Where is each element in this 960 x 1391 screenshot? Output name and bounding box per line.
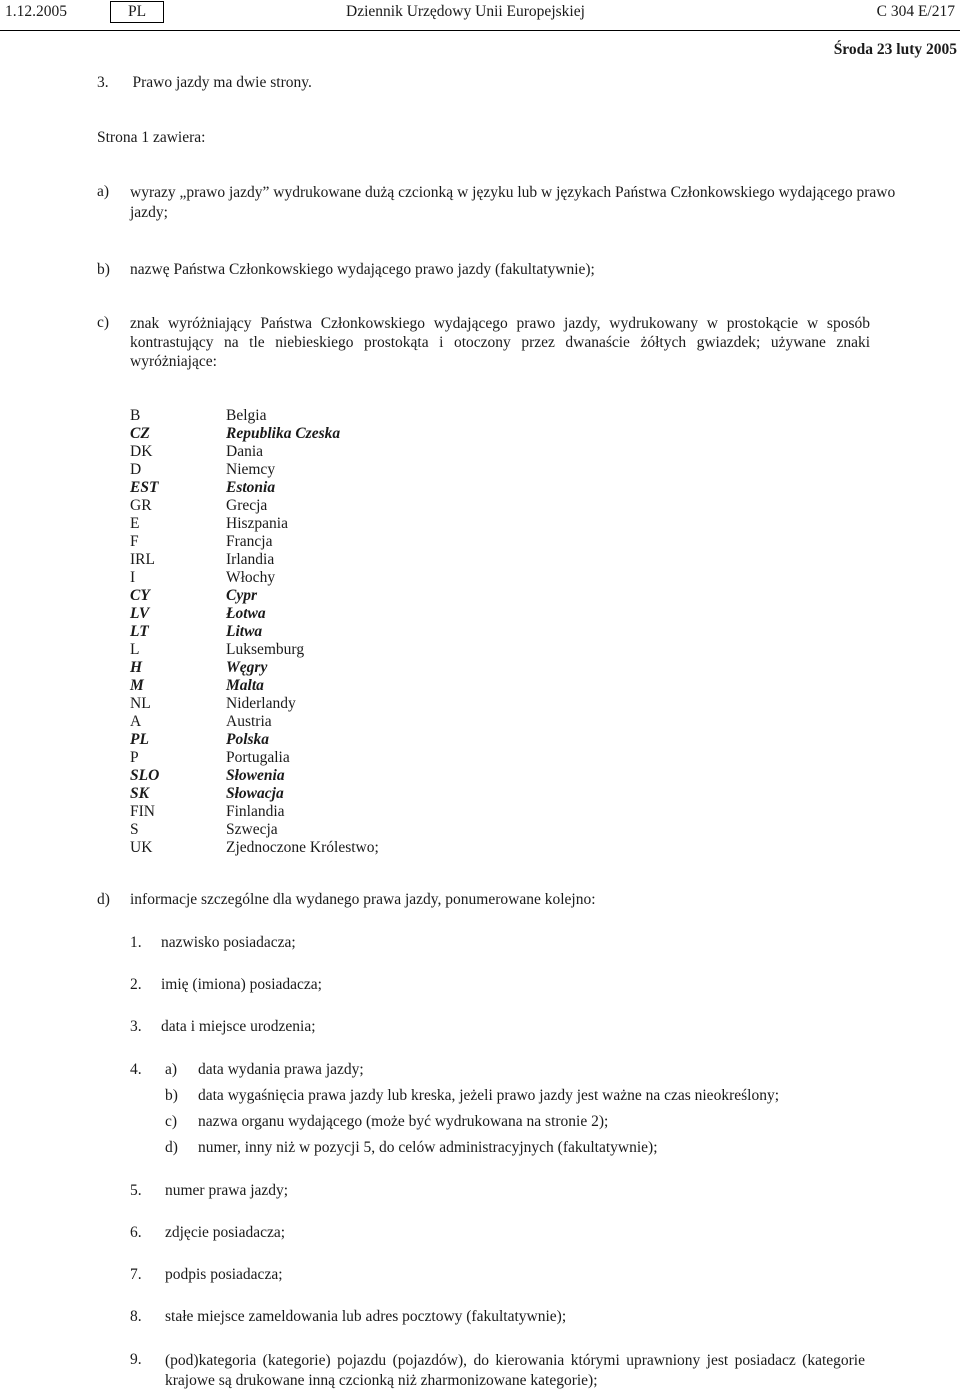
country-code: GR <box>130 497 152 514</box>
country-name: Hiszpania <box>226 515 288 532</box>
field-text: podpis posiadacza; <box>165 1266 283 1283</box>
field-text: imię (imiona) posiadacza; <box>161 976 322 993</box>
country-name: Irlandia <box>226 551 275 568</box>
subfield-text: numer, inny niż w pozycji 5, do celów administracyjnych (fakultatywnie); <box>198 1139 658 1156</box>
country-code: CY <box>130 587 150 604</box>
country-code: H <box>130 659 143 676</box>
field-text: nazwisko posiadacza; <box>161 934 296 951</box>
field-number: 1. <box>130 934 142 951</box>
item-text: wyrazy „prawo jazdy” wydrukowane dużą czcionką w języku lub w językach Państwa Członkowskiego wydającego prawo jazdy; <box>130 184 896 221</box>
session-date: Środa 23 luty 2005 <box>833 41 957 58</box>
country-code: L <box>130 641 140 658</box>
country-name: Włochy <box>226 569 276 586</box>
country-code: LT <box>130 623 149 640</box>
country-code: SK <box>130 785 149 802</box>
country-code: EST <box>130 479 159 496</box>
country-code: DK <box>130 443 153 460</box>
country-name: Słowacja <box>226 785 284 802</box>
country-code: CZ <box>130 425 150 442</box>
field-number: 9. <box>130 1351 142 1368</box>
item-label: c) <box>97 314 110 331</box>
subfield-text: data wydania prawa jazdy; <box>198 1061 364 1078</box>
subfield-label: d) <box>165 1139 178 1156</box>
country-name: Litwa <box>226 623 263 640</box>
country-name: Zjednoczone Królestwo; <box>226 839 379 856</box>
country-code: F <box>130 533 139 550</box>
country-name: Luksemburg <box>226 641 305 658</box>
item-label: b) <box>97 261 110 278</box>
header-rule <box>0 30 960 31</box>
country-code: E <box>130 515 140 532</box>
country-name: Finlandia <box>226 803 285 820</box>
country-name: Belgia <box>226 407 267 424</box>
country-code: P <box>130 749 139 766</box>
subfield-text: data wygaśnięcia prawa jazdy lub kreska, jeżeli prawo jazdy jest ważne na czas nieokreślony; <box>198 1087 780 1104</box>
country-name: Węgry <box>226 659 268 676</box>
country-name: Estonia <box>226 479 276 496</box>
country-name: Dania <box>226 443 264 460</box>
country-code: LV <box>130 605 150 622</box>
paragraph-number: 3. <box>97 74 109 91</box>
country-name: Francja <box>226 533 273 550</box>
paragraph-text: Prawo jazdy ma dwie strony. <box>132 74 312 91</box>
country-name: Niderlandy <box>226 695 296 712</box>
country-code: S <box>130 821 139 838</box>
country-name: Szwecja <box>226 821 278 838</box>
country-name: Republika Czeska <box>226 425 341 442</box>
country-code: UK <box>130 839 153 856</box>
country-code: D <box>130 461 142 478</box>
item-label: d) <box>97 891 110 908</box>
paragraph-3 <box>97 74 312 92</box>
country-code: B <box>130 407 141 424</box>
country-name: Łotwa <box>226 605 266 622</box>
journal-title: Dziennik Urzędowy Unii Europejskiej <box>346 3 585 20</box>
country-code: PL <box>130 731 149 748</box>
item-label: a) <box>97 183 110 200</box>
field-number: 5. <box>130 1182 142 1199</box>
field-number: 2. <box>130 976 142 993</box>
item-text: znak wyróżniający Państwa Członkowskiego wydającego prawo jazdy, wydrukowany w prostokącie w sposób kontrastujący na tle niebieskiego prostokąta i otoczony przez dwanaście żółtych gwiazdek; używane znaki wyróżniające: <box>130 315 870 370</box>
field-text: stałe miejsce zameldowania lub adres pocztowy (fakultatywnie); <box>165 1308 567 1325</box>
country-code: M <box>130 677 144 694</box>
field-number: 4. <box>130 1061 142 1078</box>
header-date: 1.12.2005 <box>5 3 67 20</box>
item-text: nazwę Państwa Członkowskiego wydającego prawo jazdy (fakultatywnie); <box>130 261 595 278</box>
country-code: FIN <box>130 803 155 820</box>
field-text: data i miejsce urodzenia; <box>161 1018 316 1035</box>
country-name: Słowenia <box>226 767 285 784</box>
subfield-text: nazwa organu wydającego (może być wydrukowana na stronie 2); <box>198 1113 609 1130</box>
country-code: IRL <box>130 551 155 568</box>
country-name: Portugalia <box>226 749 290 766</box>
country-code: SLO <box>130 767 160 784</box>
subfield-label: a) <box>165 1061 178 1078</box>
country-name: Malta <box>226 677 264 694</box>
language-code-box: PL <box>110 1 164 23</box>
field-text: zdjęcie posiadacza; <box>165 1224 286 1241</box>
field-number: 6. <box>130 1224 142 1241</box>
item-text: informacje szczególne dla wydanego prawa jazdy, ponumerowane kolejno: <box>130 891 596 908</box>
country-name: Cypr <box>226 587 257 604</box>
country-name: Niemcy <box>226 461 276 478</box>
field-text: numer prawa jazdy; <box>165 1182 289 1199</box>
field-text: (pod)kategoria (kategorie) pojazdu (pojazdów), do kierowania którymi uprawniony jest posiadacz (kategorie krajowe są drukowane inną czcionką niż zharmonizowane kategorie); <box>165 1352 865 1389</box>
field-number: 3. <box>130 1018 142 1035</box>
country-code: NL <box>130 695 151 712</box>
subfield-label: c) <box>165 1113 178 1130</box>
field-number: 7. <box>130 1266 142 1283</box>
country-name: Austria <box>226 713 272 730</box>
field-number: 8. <box>130 1308 142 1325</box>
page-reference: C 304 E/217 <box>876 3 955 20</box>
country-name: Grecja <box>226 497 268 514</box>
subfield-label: b) <box>165 1087 178 1104</box>
country-code: A <box>130 713 142 730</box>
country-name: Polska <box>226 731 270 748</box>
side-one-heading: Strona 1 zawiera: <box>97 129 206 146</box>
country-code: I <box>130 569 136 586</box>
